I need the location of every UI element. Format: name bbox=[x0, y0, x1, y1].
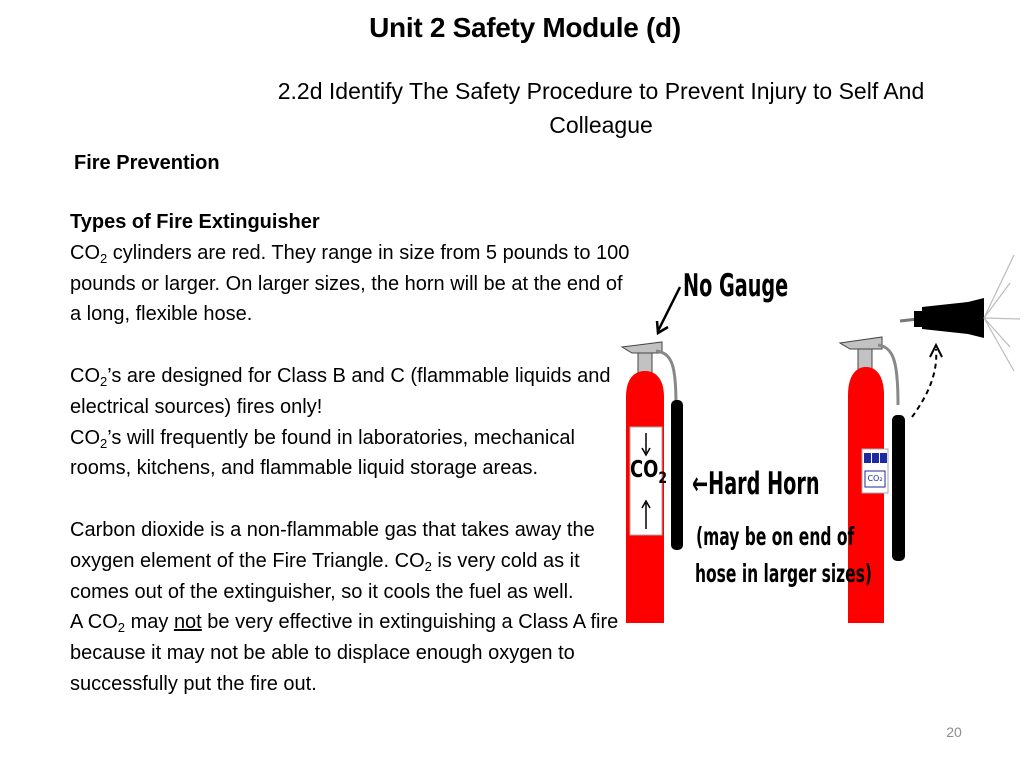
discharge-spray bbox=[984, 255, 1020, 371]
paragraph-3-text: ’s will frequently be found in laboratories, mechanical rooms, kitchens, and flammable liquid storage areas. bbox=[70, 426, 575, 480]
right-label-icon-3 bbox=[880, 453, 887, 463]
paragraph-3 bbox=[70, 423, 630, 485]
subscript-2: 2 bbox=[117, 620, 126, 636]
subscript-2: 2 bbox=[100, 250, 108, 266]
paragraph-4-rest: is very cold as it comes out of the extinguisher, so it cools the fuel as well. bbox=[70, 549, 580, 603]
co-text: CO bbox=[87, 611, 118, 634]
subscript-2: 2 bbox=[100, 435, 108, 451]
small-co2-label: CO₂ bbox=[867, 474, 883, 483]
co-text: CO bbox=[70, 364, 100, 387]
paragraph-4 bbox=[70, 515, 630, 607]
paragraph-5-a: A bbox=[70, 611, 88, 634]
co-text: CO bbox=[394, 549, 425, 572]
tank-co-text: CO bbox=[630, 457, 659, 483]
paragraph-5 bbox=[70, 607, 630, 699]
slide-subtitle: 2.2d Identify The Safety Procedure to Prevent Injury to Self And Colleague bbox=[277, 78, 925, 138]
right-label-icon-2 bbox=[872, 453, 879, 463]
extinguisher-illustration bbox=[612, 245, 1024, 635]
slide-number: 20 bbox=[946, 724, 962, 740]
dashed-pointer bbox=[912, 349, 936, 417]
hose-note-line-2: hose in larger sizes) bbox=[695, 559, 873, 588]
emphasis-not: not bbox=[173, 611, 202, 634]
right-valve bbox=[840, 337, 882, 349]
horn-closeup bbox=[900, 255, 1020, 371]
right-horn bbox=[892, 415, 905, 561]
paragraph-2-text: ’s are designed for Class B and C (flammable liquids and electrical sources) fires only! bbox=[70, 364, 611, 418]
subscript-2: 2 bbox=[424, 558, 432, 574]
paragraph-5-text: be very effective in extinguishing a Class A fire because it may not be able to displace enough oxygen to successfully put the fire out. bbox=[70, 611, 619, 695]
nozzle-horn bbox=[922, 298, 984, 338]
subscript-2: 2 bbox=[100, 373, 108, 389]
paragraph-1-text: cylinders are red. They range in size from 5 pounds to 100 pounds or larger. On larger sizes, the horn will be at the end of a long, flexible hose. bbox=[70, 241, 630, 326]
body-text bbox=[70, 207, 630, 700]
co-text: CO bbox=[70, 241, 100, 264]
left-horn bbox=[671, 400, 683, 550]
paragraph-5-may: may bbox=[125, 611, 174, 634]
paragraph-4-text: Carbon dioxide is a non-flammable gas that takes away the oxygen element of the Fire Triangle. bbox=[70, 518, 595, 572]
right-label-icon-1 bbox=[864, 453, 871, 463]
content-heading: Types of Fire Extinguisher bbox=[70, 211, 320, 233]
paragraph-2 bbox=[70, 361, 630, 423]
no-gauge-label: No Gauge bbox=[683, 268, 789, 304]
tank-sub-2: 2 bbox=[658, 468, 668, 487]
paragraph-1 bbox=[70, 238, 630, 330]
hard-horn-label: ←Hard Horn bbox=[692, 466, 820, 502]
no-gauge-pointer bbox=[658, 287, 680, 331]
tank-co2-label bbox=[630, 457, 668, 487]
hose-note-line-1: (may be on end of bbox=[696, 522, 855, 551]
co-text: CO bbox=[70, 426, 100, 449]
slide-title: Unit 2 Safety Module (d) bbox=[369, 12, 681, 43]
section-heading: Fire Prevention bbox=[74, 152, 220, 174]
